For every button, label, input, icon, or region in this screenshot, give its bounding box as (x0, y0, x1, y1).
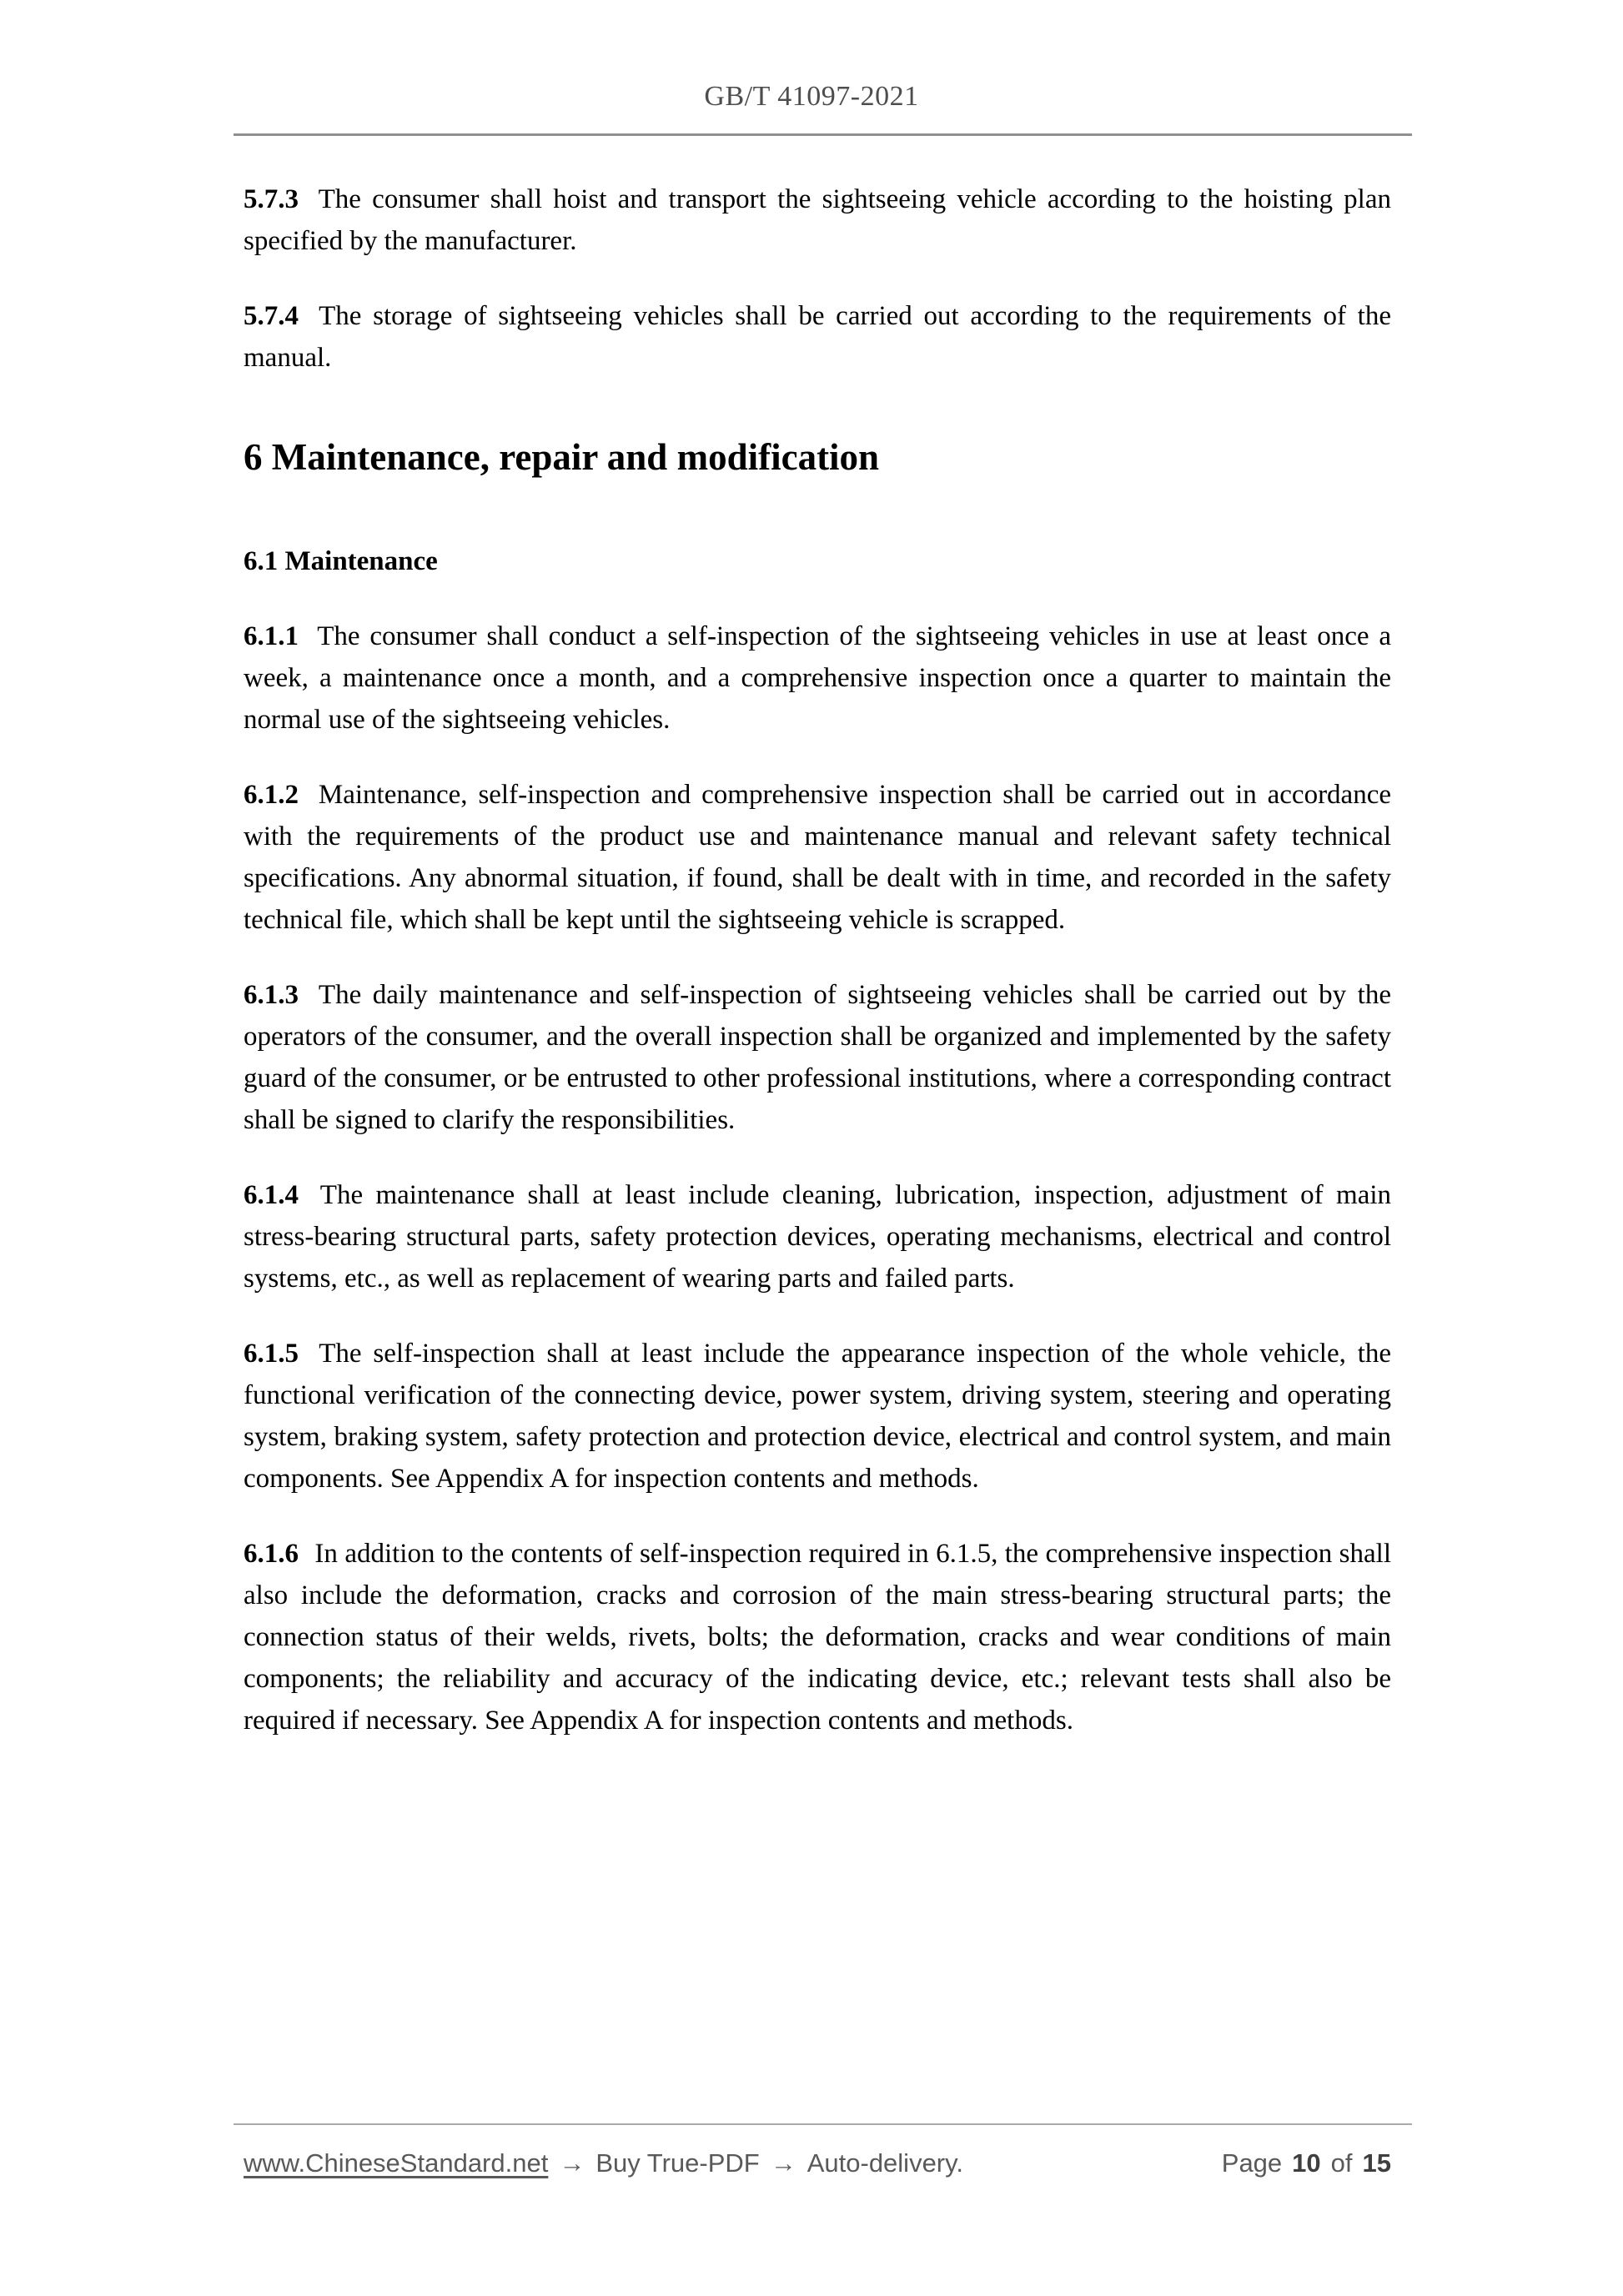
page-number-total: 15 (1362, 2148, 1391, 2178)
clause-text: The consumer shall hoist and transport the sightseeing vehicle according to the hoisting plan specified by the manufacturer. (244, 184, 1391, 256)
footer-step-buy: Buy True-PDF (595, 2148, 760, 2178)
footer-site-link[interactable]: www.ChineseStandard.net (244, 2148, 549, 2178)
page-of-label: of (1330, 2148, 1353, 2178)
clause-number: 5.7.3 (244, 184, 299, 214)
clause-6-1-4 (244, 1174, 1391, 1299)
clause-text: The storage of sightseeing vehicles shall be carried out according to the requirements of the manual. (244, 301, 1391, 373)
clause-6-1-5 (244, 1333, 1391, 1500)
section-6-1-heading: 6.1 Maintenance (244, 546, 438, 576)
page-label: Page (1221, 2148, 1283, 2178)
footer-divider (234, 2123, 1412, 2125)
clause-number: 6.1.4 (244, 1180, 299, 1210)
clause-5-7-3 (244, 178, 1391, 262)
chapter-6-heading: 6 Maintenance, repair and modification (244, 436, 880, 478)
clause-6-1-1 (244, 615, 1391, 741)
clause-number: 6.1.6 (244, 1539, 299, 1569)
document-body (244, 148, 1391, 1741)
arrow-icon: → (559, 2148, 585, 2178)
clause-text: Maintenance, self-inspection and comprehensive inspection shall be carried out in accordance with the requirements of the product use and maintenance manual and relevant safety technical specifications. Any abnormal situation, if found, shall be dealt with in time, and recorded in the safety technical file, which shall be kept until the sightseeing vehicle is scrapped. (244, 780, 1391, 935)
clause-number: 6.1.5 (244, 1339, 299, 1369)
page-number-current: 10 (1292, 2148, 1321, 2178)
clause-5-7-4 (244, 295, 1391, 379)
page-indicator (1222, 2145, 1391, 2182)
header-divider (234, 133, 1412, 136)
clause-text: The daily maintenance and self-inspection of sightseeing vehicles shall be carried out by the operators of the consumer, and the overall inspection shall be organized and implemented by the safety guard of the consumer, or be entrusted to other professional institutions, where a corresponding contract shall be signed to clarify the responsibilities. (244, 980, 1391, 1135)
clause-6-1-6 (244, 1533, 1391, 1741)
footer (244, 2145, 1391, 2182)
clause-text: The consumer shall conduct a self-inspection of the sightseeing vehicles in use at least once a week, a maintenance once a month, and a comprehensive inspection once a quarter to maintain the normal use of the sightseeing vehicles. (244, 621, 1391, 735)
clause-number: 6.1.2 (244, 780, 299, 810)
document-code-header: GB/T 41097-2021 (704, 81, 919, 112)
clause-text: The maintenance shall at least include cleaning, lubrication, inspection, adjustment of main stress-bearing structural parts, safety protection devices, operating mechanisms, electrical and control systems, etc., as well as replacement of wearing parts and failed parts. (244, 1180, 1392, 1294)
clause-number: 5.7.4 (244, 301, 299, 331)
clause-text: In addition to the contents of self-inspection required in 6.1.5, the comprehensive inspection shall also include the deformation, cracks and corrosion of the main stress-bearing structural parts; the connection status of their welds, rivets, bolts; the deformation, cracks and wear conditions of main components; the reliability and accuracy of the indicating device, etc.; relevant tests shall also be required if necessary. See Appendix A for inspection contents and methods. (244, 1539, 1392, 1736)
footer-step-delivery: Auto-delivery. (806, 2148, 963, 2178)
footer-promo (244, 2145, 963, 2182)
clause-6-1-2 (244, 774, 1391, 941)
clause-text: The self-inspection shall at least include the appearance inspection of the whole vehicle, the functional verification of the connecting device, power system, driving system, steering and operating system, braking system, safety protection and protection device, electrical and control system, and main components. See Appendix A for inspection contents and methods. (244, 1339, 1392, 1494)
clause-number: 6.1.1 (244, 621, 299, 651)
arrow-icon: → (770, 2148, 796, 2178)
clause-number: 6.1.3 (244, 980, 299, 1010)
clause-6-1-3 (244, 974, 1391, 1141)
